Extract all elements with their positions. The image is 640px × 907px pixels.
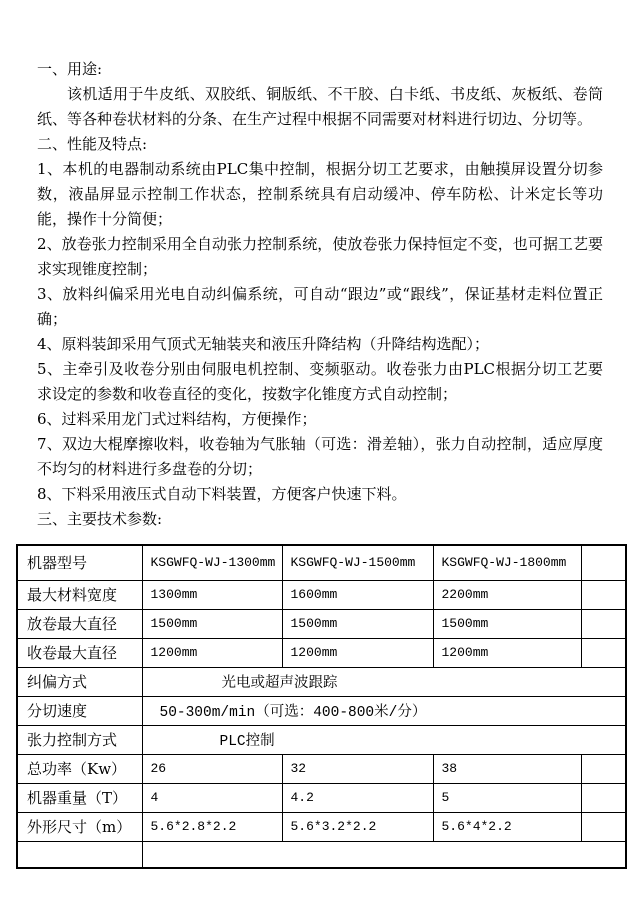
empty-cell xyxy=(581,812,626,841)
value-cell: 1300mm xyxy=(142,580,282,609)
value-cell: 32 xyxy=(282,754,433,783)
row-label: 总功率（Kw） xyxy=(17,754,142,783)
span-value-cell: 50-300m/min（可选：400-800米/分） xyxy=(142,696,626,725)
value-cell: KSGWFQ-WJ-1800mm xyxy=(433,545,581,580)
feature-item-2: 2、放卷张力控制采用全自动张力控制系统，使放卷张力保持恒定不变，也可据工艺要求实现锥度控制； xyxy=(37,235,603,278)
section2-title: 二、性能及特点: xyxy=(37,135,148,153)
empty-cell xyxy=(581,609,626,638)
feature-item-6: 6、过料采用龙门式过料结构，方便操作； xyxy=(37,410,317,428)
spec-table xyxy=(16,544,627,869)
row-max-width xyxy=(17,580,626,609)
row-label: 纠偏方式 xyxy=(17,667,142,696)
value-cell: 38 xyxy=(433,754,581,783)
row-correction-mode xyxy=(17,667,626,696)
value-cell: KSGWFQ-WJ-1500mm xyxy=(282,545,433,580)
value-cell: 1200mm xyxy=(433,638,581,667)
value-cell: 4.2 xyxy=(282,783,433,812)
row-label xyxy=(17,841,142,868)
feature-item-8: 8、下料采用液压式自动下料装置，方便客户快速下料。 xyxy=(37,485,407,503)
value-cell: 2200mm xyxy=(433,580,581,609)
feature-item-4: 4、原料装卸采用气顶式无轴装夹和液压升降结构（升降结构选配）； xyxy=(37,335,490,353)
row-label: 机器型号 xyxy=(17,545,142,580)
feature-item-7: 7、双边大棍摩擦收料，收卷轴为气胀轴（可选：滑差轴），张力自动控制，适应厚度不均匀的材料进行多盘卷的分切； xyxy=(37,435,603,478)
value-cell: KSGWFQ-WJ-1300mm xyxy=(142,545,282,580)
value-cell: 5.6*4*2.2 xyxy=(433,812,581,841)
value-cell: 5.6*3.2*2.2 xyxy=(282,812,433,841)
row-empty xyxy=(17,841,626,868)
row-label: 最大材料宽度 xyxy=(17,580,142,609)
feature-item-1: 1、本机的电器制动系统由PLC集中控制，根据分切工艺要求，由触摸屏设置分切参数，液晶屏显示控制工作状态，控制系统具有启动缓冲、停车防松、计米定长等功能，操作十分简便； xyxy=(37,160,603,228)
row-label: 张力控制方式 xyxy=(17,725,142,754)
value-cell: 1600mm xyxy=(282,580,433,609)
value-cell: 1500mm xyxy=(282,609,433,638)
value-cell: 5.6*2.8*2.2 xyxy=(142,812,282,841)
row-label: 放卷最大直径 xyxy=(17,609,142,638)
row-label: 分切速度 xyxy=(17,696,142,725)
feature-item-3: 3、放料纠偏采用光电自动纠偏系统，可自动“跟边”或“跟线”，保证基材走料位置正确； xyxy=(37,285,603,328)
value-cell: 5 xyxy=(433,783,581,812)
row-machine-weight xyxy=(17,783,626,812)
empty-cell xyxy=(581,754,626,783)
row-slitting-speed xyxy=(17,696,626,725)
row-rewind-diameter xyxy=(17,638,626,667)
row-unwind-diameter xyxy=(17,609,626,638)
empty-cell xyxy=(581,580,626,609)
section1-title: 一、用途: xyxy=(37,60,103,78)
row-outline-dimensions xyxy=(17,812,626,841)
value-cell: 1500mm xyxy=(433,609,581,638)
row-label: 收卷最大直径 xyxy=(17,638,142,667)
section1-body: 该机适用于牛皮纸、双胶纸、铜版纸、不干胶、白卡纸、书皮纸、灰板纸、卷筒纸、等各种卷状材料的分条、在生产过程中根据不同需要对材料进行切边、分切等。 xyxy=(37,85,603,128)
row-label: 外形尺寸（m） xyxy=(17,812,142,841)
value-cell: 1200mm xyxy=(282,638,433,667)
feature-item-5: 5、主牵引及收卷分别由伺服电机控制、变频驱动。收卷张力由PLC根据分切工艺要求设定的参数和收卷直径的变化，按数字化锥度方式自动控制； xyxy=(37,360,603,403)
empty-cell xyxy=(581,545,626,580)
span-value-cell: 光电或超声波跟踪 xyxy=(142,667,626,696)
span-value-cell: PLC控制 xyxy=(142,725,626,754)
value-cell: 1200mm xyxy=(142,638,282,667)
value-cell: 1500mm xyxy=(142,609,282,638)
span-value-cell xyxy=(142,841,626,868)
row-total-power xyxy=(17,754,626,783)
value-cell: 4 xyxy=(142,783,282,812)
empty-cell xyxy=(581,783,626,812)
value-cell: 26 xyxy=(142,754,282,783)
empty-cell xyxy=(581,638,626,667)
row-label: 机器重量（T） xyxy=(17,783,142,812)
row-model xyxy=(17,545,626,580)
row-tension-control xyxy=(17,725,626,754)
section3-title: 三、主要技术参数: xyxy=(37,510,163,528)
